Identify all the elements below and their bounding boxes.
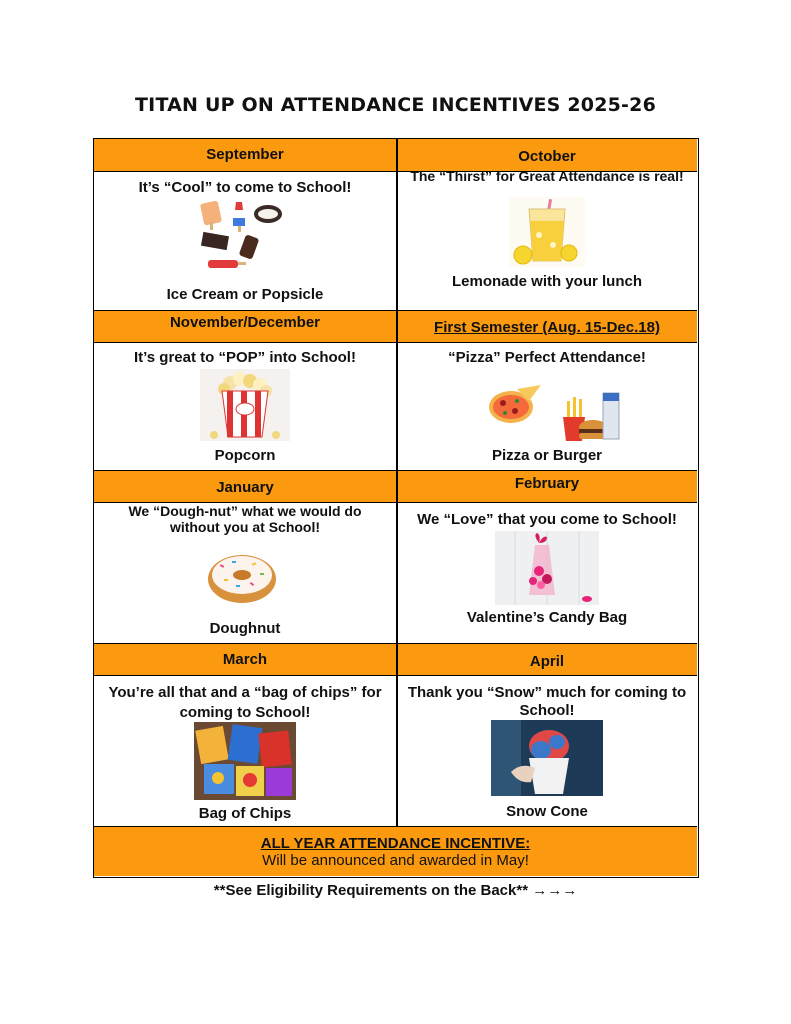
- popcorn-icon: [200, 369, 290, 441]
- january-tagline-line1: We “Dough-nut” what we would do: [128, 503, 362, 519]
- header-september: September: [94, 139, 396, 172]
- lemonade-icon: [509, 197, 585, 267]
- march-tagline-line2: coming to School!: [179, 704, 311, 721]
- ice-cream-popsicle-icon: [198, 200, 294, 274]
- bag-of-chips-icon: [194, 722, 296, 800]
- november-december-reward: Popcorn: [214, 447, 276, 464]
- first-semester-reward: Pizza or Burger: [491, 447, 603, 464]
- february-reward: Valentine’s Candy Bag: [466, 609, 628, 626]
- page-title: TITAN UP ON ATTENDANCE INCENTIVES 2025-26: [135, 94, 656, 116]
- candy-bag-icon: [495, 531, 599, 605]
- all-year-heading: ALL YEAR ATTENDANCE INCENTIVE:: [260, 835, 531, 852]
- september-tagline: It’s “Cool” to come to School!: [138, 179, 352, 196]
- february-tagline: We “Love” that you come to School!: [417, 511, 677, 528]
- january-tagline-line2: without you at School!: [169, 519, 321, 535]
- september-reward: Ice Cream or Popsicle: [166, 286, 324, 303]
- eligibility-note: **See Eligibility Requirements on the Back** →→→: [213, 882, 578, 899]
- all-year-incentive: [94, 827, 697, 876]
- cell-january: [94, 503, 396, 643]
- april-tagline-line2: School!: [519, 702, 575, 719]
- cell-february: [397, 503, 697, 643]
- header-april: April: [397, 643, 697, 676]
- header-first-semester: First Semester (Aug. 15-Dec.18): [397, 310, 697, 343]
- cell-first-semester: [397, 343, 697, 470]
- header-november-december: November/December: [94, 310, 396, 343]
- header-february: February: [397, 470, 697, 503]
- cell-september: [94, 172, 396, 310]
- all-year-text: Will be announced and awarded in May!: [262, 852, 529, 869]
- cell-october: [397, 168, 697, 310]
- doughnut-icon: [206, 549, 278, 605]
- cell-april: [397, 676, 697, 827]
- march-tagline-line1: You’re all that and a “bag of chips” for: [108, 684, 382, 701]
- october-tagline: The “Thirst” for Great Attendance is real!: [410, 168, 684, 184]
- cell-november-december: [94, 343, 396, 470]
- october-reward: Lemonade with your lunch: [451, 273, 642, 290]
- column-divider: [396, 139, 398, 827]
- snow-cone-icon: [491, 720, 603, 796]
- header-january: January: [94, 470, 396, 503]
- april-tagline-line1: Thank you “Snow” much for coming to: [407, 684, 687, 701]
- march-reward: Bag of Chips: [198, 805, 292, 822]
- pizza-burger-icon: [487, 383, 623, 445]
- header-march: March: [94, 643, 396, 676]
- cell-march: [94, 676, 396, 827]
- april-reward: Snow Cone: [506, 803, 588, 820]
- first-semester-tagline: “Pizza” Perfect Attendance!: [448, 349, 646, 366]
- november-december-tagline: It’s great to “POP” into School!: [134, 349, 356, 366]
- header-october: October: [397, 139, 697, 172]
- incentives-table: [93, 138, 699, 878]
- january-reward: Doughnut: [209, 620, 281, 637]
